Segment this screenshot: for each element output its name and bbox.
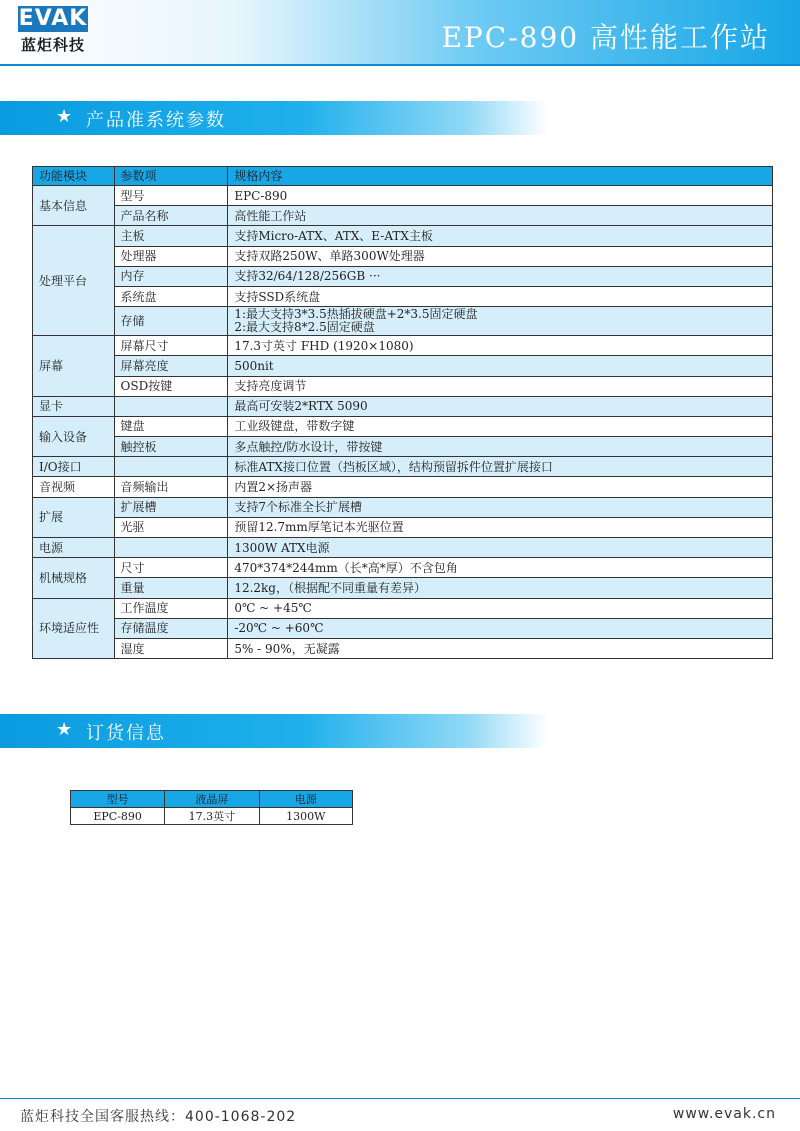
order-table-header	[71, 791, 353, 808]
order-cell: 1300W	[259, 808, 352, 825]
storage-line-2: 2:最大支持8*2.5固定硬盘	[234, 320, 375, 335]
param-cell: 尺寸	[114, 558, 228, 578]
order-section-title: 订货信息	[86, 723, 166, 744]
spec-section-title: 产品准系统参数	[86, 110, 226, 131]
module-cell: 机械规格	[33, 558, 115, 598]
table-row	[33, 307, 773, 336]
logo-mark: EVAK	[18, 6, 88, 31]
value-cell: 支持亮度调节	[228, 376, 773, 396]
module-cell: 电源	[33, 538, 115, 558]
spec-table-header	[33, 167, 773, 186]
value-cell	[228, 307, 773, 336]
table-row	[33, 286, 773, 306]
order-section-bar	[0, 714, 548, 748]
param-cell: 系统盘	[114, 286, 228, 306]
module-cell: 基本信息	[33, 186, 115, 226]
table-row	[33, 618, 773, 638]
param-cell: 型号	[114, 186, 228, 206]
param-cell: 触控板	[114, 437, 228, 457]
table-row	[33, 497, 773, 517]
table-row	[33, 416, 773, 436]
param-cell: 工作温度	[114, 598, 228, 618]
table-row	[33, 396, 773, 416]
table-row	[33, 206, 773, 226]
param-cell: 屏幕亮度	[114, 356, 228, 376]
value-cell: 1300W ATX电源	[228, 538, 773, 558]
table-row	[33, 517, 773, 537]
value-cell: 预留12.7mm厚笔记本光驱位置	[228, 517, 773, 537]
header-cell: 规格内容	[228, 167, 773, 186]
header-cell: 型号	[71, 791, 165, 808]
value-cell: -20℃ ~ +60℃	[228, 618, 773, 638]
module-cell: 音视频	[33, 477, 115, 497]
table-row	[71, 808, 353, 825]
table-row	[33, 186, 773, 206]
value-cell: 支持双路250W、单路300W处理器	[228, 246, 773, 266]
param-cell: 屏幕尺寸	[114, 336, 228, 356]
header-divider	[0, 64, 800, 66]
table-row	[33, 266, 773, 286]
storage-line-1: 1:最大支持3*3.5热插拔硬盘+2*3.5固定硬盘	[234, 307, 478, 322]
value-cell: 多点触控/防水设计，带按键	[228, 437, 773, 457]
header-cell: 功能模块	[33, 167, 115, 186]
table-row	[33, 457, 773, 477]
header-cell: 电源	[259, 791, 352, 808]
brand-logo	[18, 6, 88, 58]
order-cell: 17.3英寸	[165, 808, 259, 825]
param-cell	[114, 457, 228, 477]
table-row	[33, 638, 773, 658]
value-cell: 5% - 90%，无凝露	[228, 638, 773, 658]
header-cell: 参数项	[114, 167, 228, 186]
module-cell: 输入设备	[33, 416, 115, 456]
module-cell: I/O接口	[33, 457, 115, 477]
order-table	[70, 790, 353, 825]
header-cell: 液晶屏	[165, 791, 259, 808]
table-row	[33, 356, 773, 376]
param-cell: OSD按键	[114, 376, 228, 396]
value-cell: 500nit	[228, 356, 773, 376]
value-cell: 工业级键盘，带数字键	[228, 416, 773, 436]
value-cell: 标准ATX接口位置（挡板区域），结构预留拆件位置扩展接口	[228, 457, 773, 477]
value-cell: EPC-890	[228, 186, 773, 206]
module-cell: 处理平台	[33, 226, 115, 336]
table-row	[33, 538, 773, 558]
module-cell: 显卡	[33, 396, 115, 416]
value-cell: 支持Micro-ATX、ATX、E-ATX主板	[228, 226, 773, 246]
table-row	[33, 578, 773, 598]
param-cell	[114, 538, 228, 558]
spec-section-bar	[0, 101, 548, 135]
table-row	[33, 336, 773, 356]
star-icon: ★	[56, 719, 73, 740]
page-title: EPC-890 高性能工作站	[441, 21, 770, 54]
param-cell: 扩展槽	[114, 497, 228, 517]
param-cell	[114, 396, 228, 416]
value-cell: 470*374*244mm（长*高*厚）不含包角	[228, 558, 773, 578]
value-cell: 高性能工作站	[228, 206, 773, 226]
param-cell: 主板	[114, 226, 228, 246]
order-cell: EPC-890	[71, 808, 165, 825]
table-row	[33, 558, 773, 578]
param-cell: 湿度	[114, 638, 228, 658]
table-row	[33, 598, 773, 618]
value-cell: 12.2kg，（根据配不同重量有差异）	[228, 578, 773, 598]
star-icon: ★	[56, 106, 73, 127]
logo-subtitle: 蓝炬科技	[20, 36, 85, 54]
module-cell: 环境适应性	[33, 598, 115, 659]
value-cell: 支持32/64/128/256GB ···	[228, 266, 773, 286]
param-cell: 存储	[114, 307, 228, 336]
table-row	[33, 477, 773, 497]
value-cell: 最高可安装2*RTX 5090	[228, 396, 773, 416]
value-cell: 17.3寸英寸 FHD (1920×1080)	[228, 336, 773, 356]
value-cell: 支持7个标准全长扩展槽	[228, 497, 773, 517]
footer-website[interactable]: www.evak.cn	[672, 1106, 776, 1122]
param-cell: 音频输出	[114, 477, 228, 497]
table-row	[33, 376, 773, 396]
param-cell: 重量	[114, 578, 228, 598]
page-header	[0, 0, 800, 64]
value-cell: 内置2×扬声器	[228, 477, 773, 497]
param-cell: 键盘	[114, 416, 228, 436]
param-cell: 存储温度	[114, 618, 228, 638]
param-cell: 内存	[114, 266, 228, 286]
table-row	[33, 246, 773, 266]
spec-table	[32, 166, 773, 659]
value-cell: 支持SSD系统盘	[228, 286, 773, 306]
param-cell: 光驱	[114, 517, 228, 537]
value-cell: 0℃ ~ +45℃	[228, 598, 773, 618]
module-cell: 扩展	[33, 497, 115, 537]
footer-hotline: 蓝炬科技全国客服热线：400-1068-202	[20, 1109, 297, 1125]
table-row	[33, 226, 773, 246]
param-cell: 产品名称	[114, 206, 228, 226]
module-cell: 屏幕	[33, 336, 115, 397]
table-row	[33, 437, 773, 457]
footer-divider	[0, 1098, 800, 1099]
param-cell: 处理器	[114, 246, 228, 266]
